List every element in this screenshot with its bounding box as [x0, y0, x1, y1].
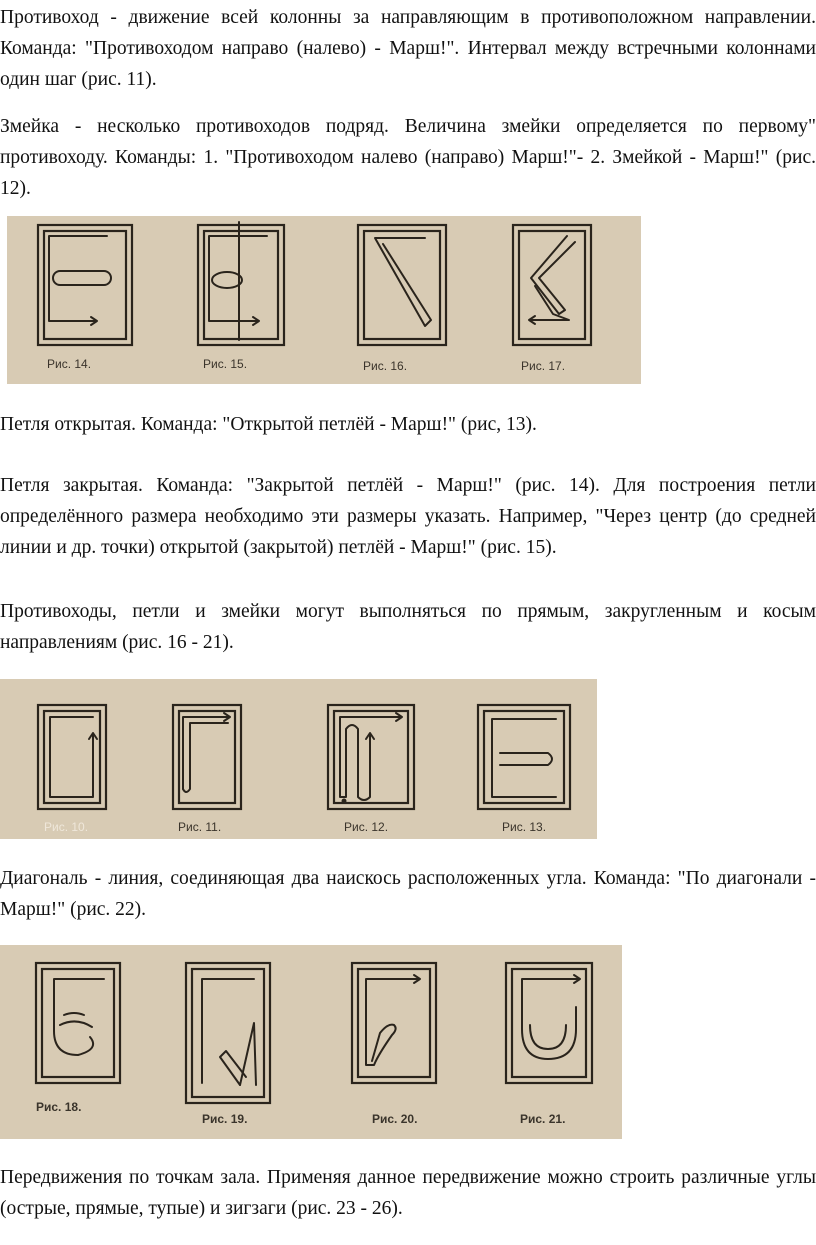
- figure-13: [478, 705, 570, 834]
- figure-caption: Рис. 16.: [363, 359, 408, 373]
- figure-caption: Рис. 15.: [203, 357, 248, 371]
- figure-caption: Рис. 13.: [502, 820, 547, 834]
- figure-caption: Рис. 21.: [520, 1112, 566, 1126]
- figure-16: [358, 225, 446, 373]
- figure-caption: Рис. 11.: [178, 820, 222, 834]
- figure-14: [38, 225, 132, 371]
- paragraph-points: Передвижения по точкам зала. Применяя данное передвижение можно строить различные углы (острые, прямые, тупые) и зигзаги (рис. 23 - 26).: [0, 1167, 816, 1219]
- figure-11: [173, 705, 241, 834]
- figure-17: [513, 225, 591, 373]
- figure-12: [328, 705, 414, 834]
- figure-panel-10-13-drawing: [0, 679, 597, 839]
- figure-caption: Рис. 10.: [44, 820, 89, 834]
- figure-caption: Рис. 12.: [344, 820, 389, 834]
- figure-panel-18-21: [0, 945, 622, 1139]
- figure-19: [186, 963, 270, 1126]
- figure-caption: Рис. 17.: [521, 359, 566, 373]
- figure-caption: Рис. 14.: [47, 357, 92, 371]
- figure-20: [352, 963, 436, 1126]
- paragraph-snake: Змейка - несколько противоходов подряд. Величина змейки определяется по первому" противоходу. Команды: 1. "Противоходом налево (направо) Марш!"- 2. Змейкой - Марш!" (рис. 12).: [0, 116, 816, 199]
- paragraph-counter-march: Противоход - движение всей колонны за направляющим в противоположном направлении. Команда: "Противоходом направо (налево) - Марш!". Интервал между встречными колоннами один шаг (рис. 11).: [0, 7, 816, 90]
- paragraph-closed-loop: Петля закрытая. Команда: "Закрытой петлёй - Марш!" (рис. 14). Для построения петли определённого размера необходимо эти размеры указать. Например, "Через центр (до средней линии и др. точки) открытой (закрытой) петлёй - Марш!" (рис. 15).: [0, 475, 816, 558]
- figure-10: [38, 705, 106, 834]
- figure-21: [506, 963, 592, 1126]
- figure-caption: Рис. 20.: [372, 1112, 418, 1126]
- figure-18: [36, 963, 120, 1114]
- figure-panel-10-13: [0, 679, 597, 839]
- figure-caption: Рис. 18.: [36, 1100, 82, 1114]
- figure-caption: Рис. 19.: [202, 1112, 248, 1126]
- paragraph-directions: Противоходы, петли и змейки могут выполняться по прямым, закругленным и косым направлениям (рис. 16 - 21).: [0, 601, 816, 653]
- figure-panel-18-21-drawing: [0, 945, 622, 1139]
- figure-15: [198, 222, 284, 371]
- figure-panel-14-17: [7, 216, 641, 384]
- paragraph-diagonal: Диагональ - линия, соединяющая два наискось расположенных угла. Команда: "По диагонали - Марш!" (рис. 22).: [0, 868, 816, 920]
- figure-panel-14-17-drawing: [7, 216, 641, 384]
- paragraph-open-loop: Петля открытая. Команда: "Открытой петлёй - Марш!" (рис, 13).: [0, 414, 537, 435]
